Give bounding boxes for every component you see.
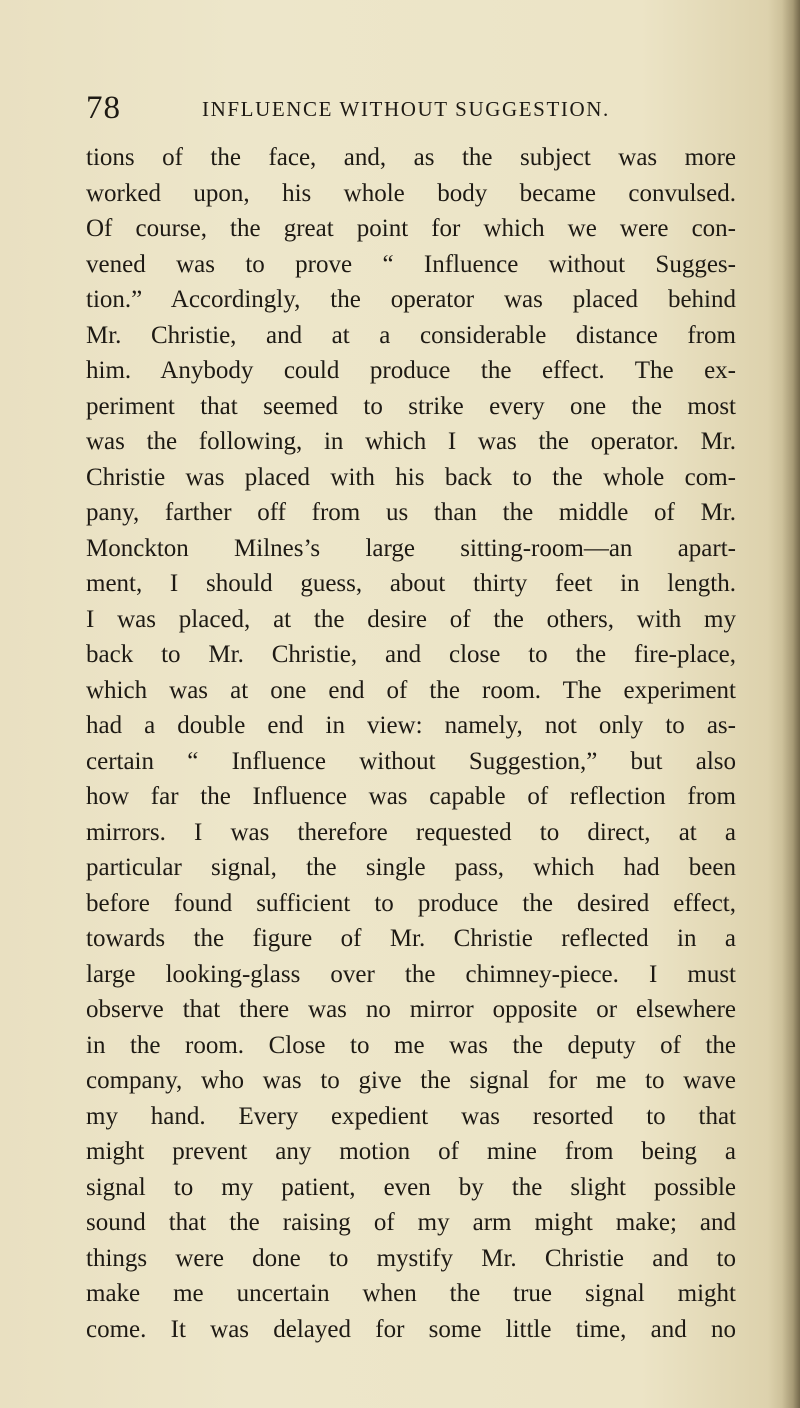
text-line: tion.” Accordingly, the operator was placed behind bbox=[86, 286, 736, 313]
text-line: signal to my patient, even by the slight possible bbox=[86, 1173, 736, 1201]
text-line: make me uncertain when the true signal might bbox=[86, 1280, 736, 1307]
text-line: vened was to prove “ Influence without Sugges- bbox=[86, 250, 736, 278]
text-line: him. Anybody could produce the effect. The ex- bbox=[86, 357, 736, 384]
text-line: particular signal, the single pass, which had been bbox=[86, 854, 736, 881]
text-line: I was placed, at the desire of the others, with my bbox=[86, 605, 736, 633]
text-line: pany, farther off from us than the middle of Mr. bbox=[86, 499, 736, 526]
text-line: large looking-glass over the chimney-piece. I must bbox=[86, 960, 736, 988]
body-text bbox=[86, 140, 736, 1347]
page-header bbox=[86, 88, 746, 128]
page-edge-shadow bbox=[782, 0, 800, 1408]
text-line: my hand. Every expedient was resorted to that bbox=[86, 1102, 736, 1130]
text-line: sound that the raising of my arm might make; and bbox=[86, 1209, 736, 1236]
text-line: how far the Influence was capable of reflection from bbox=[86, 783, 736, 810]
running-head: INFLUENCE WITHOUT SUGGESTION. bbox=[202, 97, 610, 121]
text-line: in the room. Close to me was the deputy of the bbox=[86, 1031, 736, 1059]
text-line: tions of the face, and, as the subject was more bbox=[86, 144, 736, 171]
text-line: ment, I should guess, about thirty feet in length. bbox=[86, 570, 736, 597]
text-line: Monckton Milnes’s large sitting-room—an apart- bbox=[86, 534, 736, 562]
text-line: before found sufficient to produce the desired effect, bbox=[86, 889, 736, 917]
text-line: periment that seemed to strike every one the most bbox=[86, 392, 736, 420]
text-line: was the following, in which I was the operator. Mr. bbox=[86, 428, 736, 455]
text-line: certain “ Influence without Suggestion,” but also bbox=[86, 747, 736, 775]
text-line: things were done to mystify Mr. Christie and to bbox=[86, 1244, 736, 1272]
text-line: towards the figure of Mr. Christie reflected in a bbox=[86, 925, 736, 952]
text-line: back to Mr. Christie, and close to the fire-place, bbox=[86, 641, 736, 668]
text-line: Mr. Christie, and at a considerable distance from bbox=[86, 321, 736, 349]
text-line: Christie was placed with his back to the whole com- bbox=[86, 463, 736, 491]
text-line: observe that there was no mirror opposite or elsewhere bbox=[86, 996, 736, 1023]
text-line: had a double end in view: namely, not only to as- bbox=[86, 712, 736, 739]
page-number: 78 bbox=[86, 90, 121, 126]
text-line: company, who was to give the signal for me to wave bbox=[86, 1067, 736, 1094]
text-line: which was at one end of the room. The experiment bbox=[86, 676, 736, 704]
text-line: might prevent any motion of mine from being a bbox=[86, 1138, 736, 1165]
text-line: Of course, the great point for which we were con- bbox=[86, 215, 736, 242]
text-line: worked upon, his whole body became convulsed. bbox=[86, 179, 736, 207]
text-line: mirrors. I was therefore requested to direct, at a bbox=[86, 818, 736, 846]
text-line: come. It was delayed for some little time, and no bbox=[86, 1315, 736, 1343]
